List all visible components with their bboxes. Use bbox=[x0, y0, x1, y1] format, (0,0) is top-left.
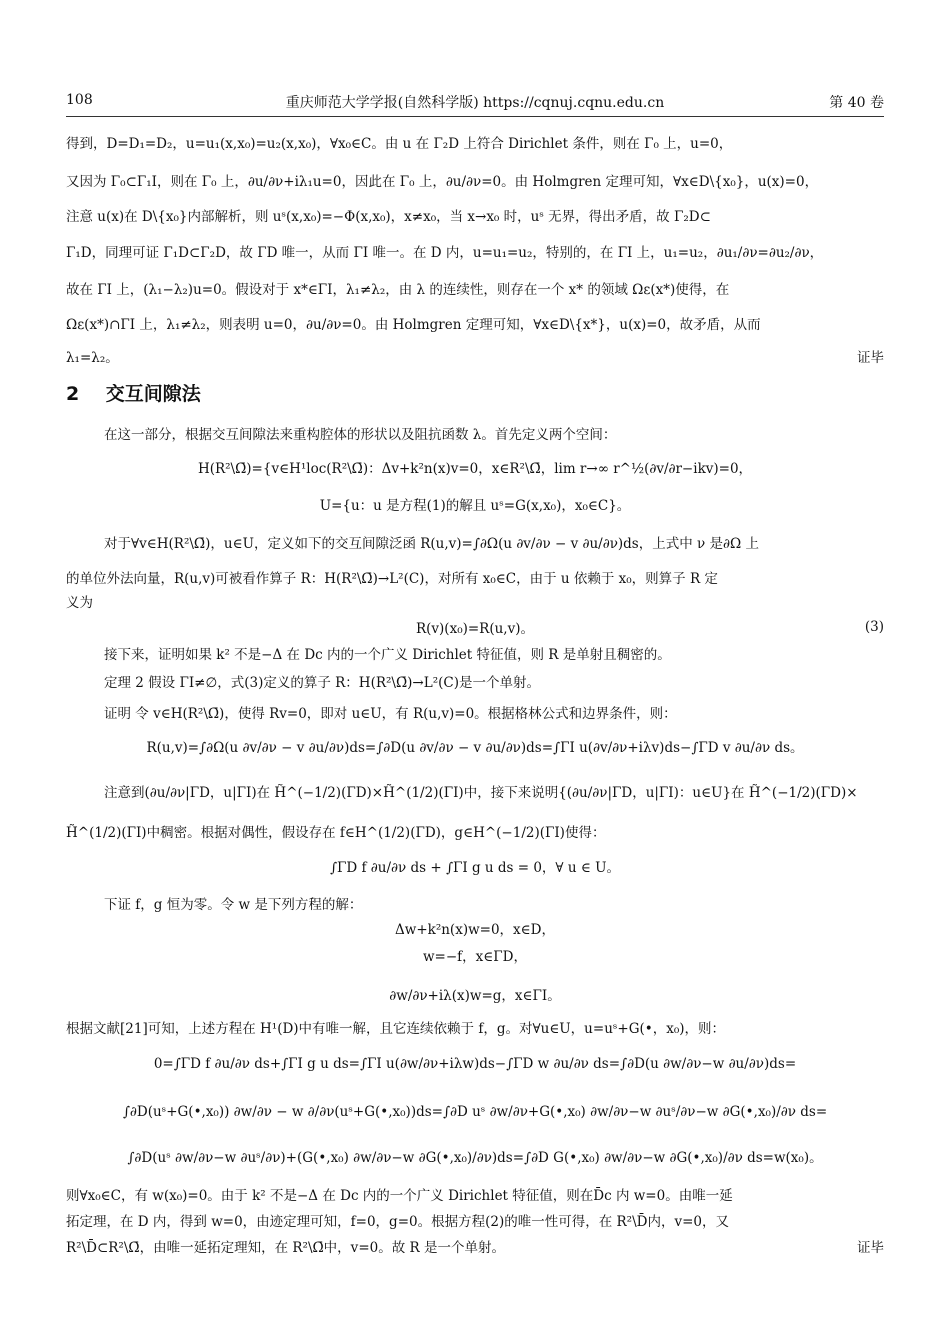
equation-number: (3) bbox=[864, 619, 884, 635]
body-line: 根据文献[21]可知，上述方程在 H¹(D)中有唯一解，且它连续依赖于 f，g。对∀u∈U，u=uˢ+G(•，x₀)，则： bbox=[66, 1021, 726, 1037]
section-heading bbox=[66, 384, 884, 404]
equation-long-line: 0=∫ΓD f ∂u/∂ν ds+∫ΓI g u ds=∫ΓI u(∂w/∂ν+iλw)ds−∫ΓD w ∂u/∂ν ds=∫∂D(u ∂w/∂ν−w ∂u/∂ν)ds= bbox=[153, 1056, 797, 1072]
header-rule bbox=[66, 116, 884, 117]
body-line: 的单位外法向量，R(u,v)可被看作算子 R：H(R²\Ω̄)→L²(C)，对所有 x₀∈C，由于 u 依赖于 x₀，则算子 R 定 bbox=[66, 571, 718, 587]
body-line: 义为 bbox=[66, 595, 93, 611]
equation-h-space: H(R²\Ω̄)={v∈H¹loc(R²\Ω̄)：Δv+k²n(x)v=0，x∈R²\Ω̄，lim r→∞ r^½(∂v/∂r−ikv)=0， bbox=[197, 461, 753, 477]
body-line: Ωε(x*)∩ΓI 上，λ₁≠λ₂，则表明 u=0，∂u/∂ν=0。由 Holmgren 定理可知，∀x∈D\{x*}，u(x)=0，故矛盾，从而 bbox=[66, 317, 761, 333]
running-header bbox=[66, 92, 884, 112]
body-line: λ₁=λ₂。 bbox=[66, 350, 119, 366]
qed-mark: 证毕 bbox=[857, 1240, 884, 1256]
qed-mark: 证毕 bbox=[857, 350, 884, 366]
page-number: 108 bbox=[66, 92, 93, 108]
body-line: 则∀x₀∈C，有 w(x₀)=0。由于 k² 不是−Δ 在 Dc 内的一个广义 Dirichlet 特征值，则在D̄c 内 w=0。由唯一延 bbox=[66, 1188, 733, 1204]
theorem-2: 定理 2 假设 ΓI≠∅，式(3)定义的算子 R：H(R²\Ω̄)→L²(C)是一个单射。 bbox=[104, 675, 540, 691]
body-line: 拓定理，在 D 内，得到 w=0，由迹定理可知，f=0，g=0。根据方程(2)的唯一性可得，在 R²\D̄内，v=0，又 bbox=[66, 1214, 729, 1230]
equation-green: R(u,v)=∫∂Ω(u ∂v/∂ν − v ∂u/∂ν)ds=∫∂D(u ∂v/∂ν − v ∂u/∂ν)ds=∫ΓI u(∂v/∂ν+iλv)ds−∫ΓD v ∂u/∂ν ds。 bbox=[146, 740, 804, 756]
equation-long-line: ∫∂D(uˢ ∂w/∂ν−w ∂uˢ/∂ν)+(G(•,x₀) ∂w/∂ν−w ∂G(•,x₀)/∂ν)ds=∫∂D G(•,x₀) ∂w/∂ν−w ∂G(•,x₀)/∂ν ds=w(x₀)。 bbox=[127, 1150, 823, 1166]
body-line: 注意到(∂u/∂ν|ΓD，u|ΓI)在 H̃^(−1/2)(ΓD)×H̃^(1/2)(ΓI)中，接下来说明{(∂u/∂ν|ΓD，u|ΓI)：u∈U}在 H̃^(−1/2)(ΓD)× bbox=[104, 785, 858, 801]
body-line: R²\D̄⊂R²\Ω̄，由唯一延拓定理知，在 R²\Ω̄中，v=0。故 R 是一个单射。 bbox=[66, 1240, 505, 1256]
proof-start: 证明 令 v∈H(R²\Ω̄)，使得 Rv=0，即对 u∈U，有 R(u,v)=0。根据格林公式和边界条件，则： bbox=[104, 706, 677, 722]
equation-u-space: U={u：u 是方程(1)的解且 uˢ=G(x,x₀)，x₀∈C}。 bbox=[319, 498, 631, 514]
body-line: 注意 u(x)在 D\{x₀}内部解析，则 uˢ(x,x₀)=−Φ(x,x₀)，x≠x₀，当 x→x₀ 时，uˢ 无界，得出矛盾，故 Γ₂D⊂ bbox=[66, 209, 711, 225]
body-line: H̃^(1/2)(ΓI)中稠密。根据对偶性，假设存在 f∈H^(1/2)(ΓD)，g∈H^(−1/2)(ΓI)使得： bbox=[66, 825, 606, 841]
volume-label: 第 40 卷 bbox=[829, 95, 884, 111]
section-title: 交互间隙法 bbox=[105, 384, 201, 404]
body-line: 对于∀v∈H(R²\Ω̄)，u∈U，定义如下的交互间隙泛函 R(u,v)=∫∂Ω(u ∂v/∂ν − v ∂u/∂ν)ds，上式中 ν 是∂Ω 上 bbox=[104, 536, 759, 552]
equation-system-line: Δw+k²n(x)w=0，x∈D， bbox=[395, 922, 555, 938]
body-line: 得到，D=D₁=D₂，u=u₁(x,x₀)=u₂(x,x₀)，∀x₀∈C。由 u 在 Γ₂D 上符合 Dirichlet 条件，则在 Γ₀ 上，u=0， bbox=[66, 136, 733, 152]
journal-title: 重庆师范大学学报(自然科学版) https://cqnuj.cqnu.edu.cn bbox=[285, 95, 665, 111]
body-line: 故在 ΓI 上，(λ₁−λ₂)u=0。假设对于 x*∈ΓI，λ₁≠λ₂，由 λ 的连续性，则存在一个 x* 的领域 Ωε(x*)使得，在 bbox=[66, 282, 730, 298]
equation-3: R(v)(x₀)=R(u,v)。 bbox=[415, 621, 534, 637]
equation-long-line: ∫∂D(uˢ+G(•,x₀)) ∂w/∂ν − w ∂/∂ν(uˢ+G(•,x₀))ds=∫∂D uˢ ∂w/∂ν+G(•,x₀) ∂w/∂ν−w ∂uˢ/∂ν−w ∂G(•,x₀)/∂ν ds= bbox=[122, 1104, 828, 1120]
body-line: Γ₁D，同理可证 Γ₁D⊂Γ₂D，故 ΓD 唯一，从而 ΓI 唯一。在 D 内，u=u₁=u₂，特别的，在 ΓI 上，u₁=u₂，∂u₁/∂ν=∂u₂/∂ν， bbox=[66, 245, 824, 261]
intro-paragraph: 在这一部分，根据交互间隙法来重构腔体的形状以及阻抗函数 λ。首先定义两个空间： bbox=[104, 427, 617, 443]
equation-system-line: w=−f，x∈ΓD， bbox=[423, 949, 527, 965]
equation-system-line: ∂w/∂ν+iλ(x)w=g，x∈ΓI。 bbox=[389, 988, 561, 1004]
body-line: 又因为 Γ₀⊂Γ₁I，则在 Γ₀ 上，∂u/∂ν+iλ₁u=0，因此在 Γ₀ 上，∂u/∂ν=0。由 Holmgren 定理可知，∀x∈D\{x₀}，u(x)=0， bbox=[66, 174, 819, 190]
equation-duality: ∫ΓD f ∂u/∂ν ds + ∫ΓI g u ds = 0，∀ u ∈ U。 bbox=[329, 860, 621, 876]
body-line: 下证 f，g 恒为零。令 w 是下列方程的解： bbox=[104, 897, 363, 913]
section-number: 2 bbox=[66, 384, 80, 404]
body-line: 接下来，证明如果 k² 不是−Δ 在 Dc 内的一个广义 Dirichlet 特征值，则 R 是单射且稠密的。 bbox=[104, 647, 671, 663]
